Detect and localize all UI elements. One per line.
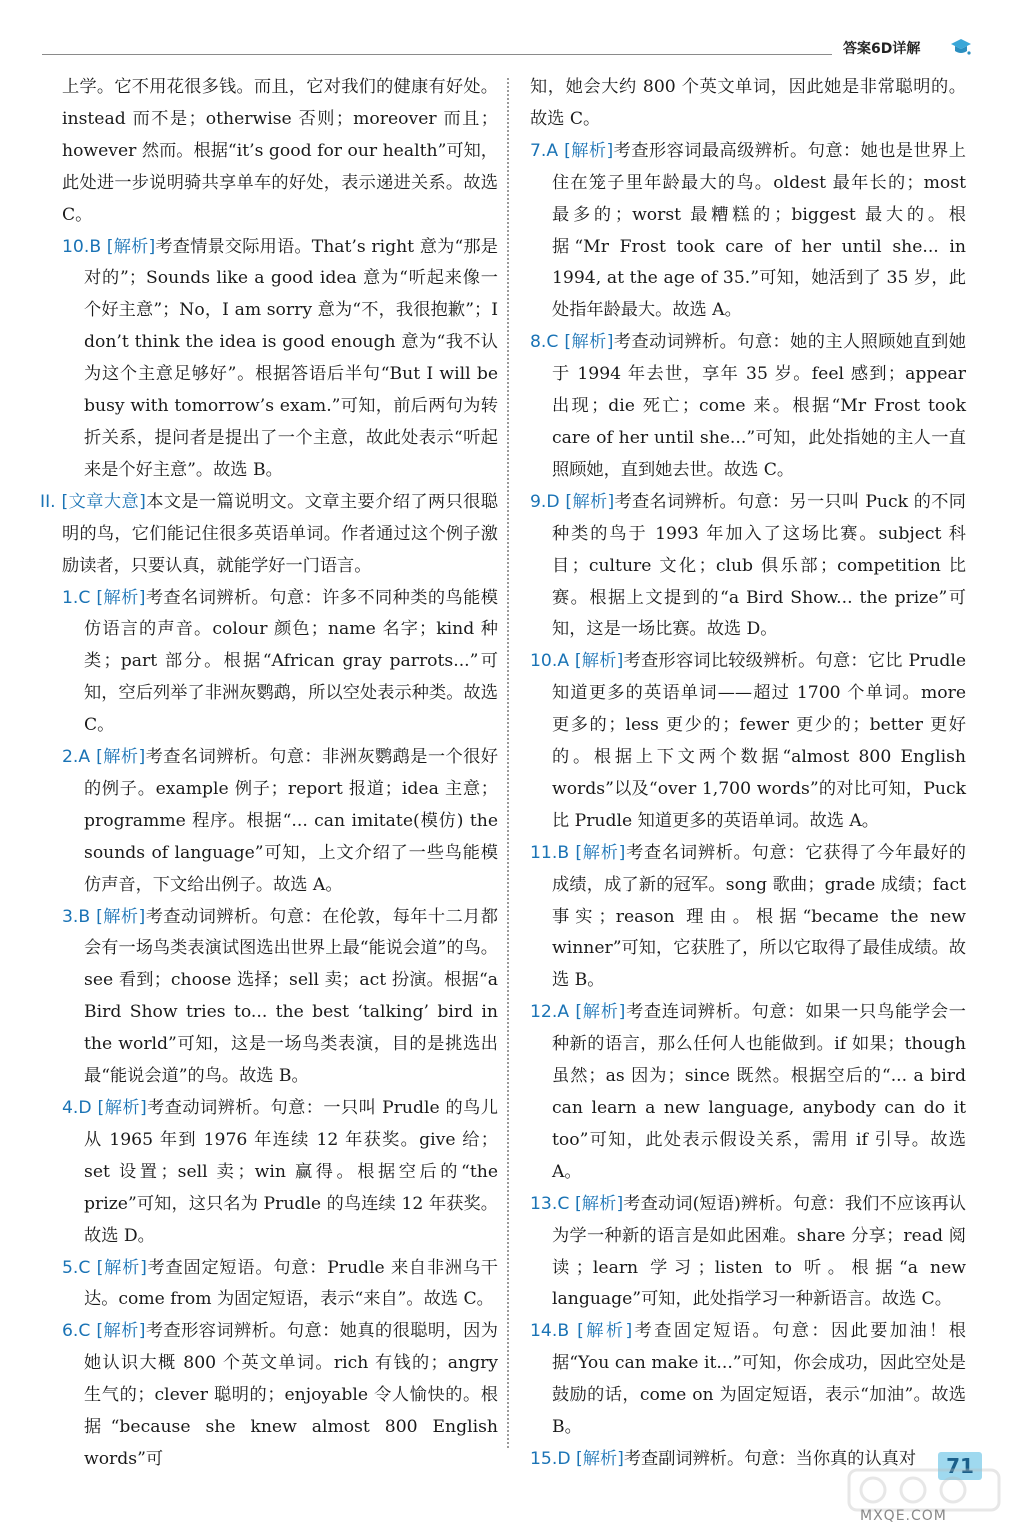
item-tag: [文章大意] [61, 491, 146, 512]
item-tag: [解析] [96, 747, 146, 768]
answer-item [62, 1253, 498, 1317]
item-tag: [解析] [96, 1321, 146, 1342]
item-text: 考查名词辨析。句意：另一只叫 Puck 的不同种类的鸟于 1993 年加入了这场比赛。subject 科目；culture 文化；club 俱乐部；competition 比赛。根据上文提到的“a Bird Show... the prize”可知，这是一场比赛。故选 D。 [552, 491, 966, 640]
answer-item [530, 72, 966, 136]
item-tag: [解析] [576, 1448, 624, 1469]
item-tag: [解析] [565, 491, 615, 512]
item-text: 考查动词辨析。句意：在伦敦，每年十二月都会有一场鸟类表演试图选出世界上最“能说会道”的鸟。see 看到；choose 选择；sell 卖；act 扮演。根据“a Bird Show tries to... the best ‘talking’ bird in the world”可知，这是一场鸟类表演，目的是挑选出最“能说会道”的鸟。故选 B。 [84, 906, 498, 1087]
item-text: 考查动词辨析。句意：她的主人照顾她直到她于 1994 年去世，享年 35 岁。feel 感到；appear 出现；die 死亡；come 来。根据“Mr Frost took care of her until she...”可知，此处指她的主人一直照顾她，直到她去世。故选 C。 [552, 332, 966, 480]
item-text: 知，她会大约 800 个英文单词，因此她是非常聪明的。故选 C。 [530, 77, 966, 129]
item-text: 考查名词辨析。句意：许多不同种类的鸟能模仿语言的声音。colour 颜色；name 名字；kind 种类；part 部分。根据“African gray parrots...”可知，空后列举了非洲灰鹦鹉，所以空处表示种类。故选 C。 [84, 587, 498, 736]
answer-item [530, 997, 966, 1188]
item-text: 上学。它不用花很多钱。而且，它对我们的健康有好处。instead 而不是；otherwise 否则；moreover 而且；however 然而。根据“it’s good for our health”可知，此处进一步说明骑共享单车的好处，表示递进关系。故选 C。 [62, 77, 498, 225]
item-text: 本文是一篇说明文。文章主要介绍了两只很聪明的鸟，它们能记住很多英语单词。作者通过这个例子激励读者，只要认真，就能学好一门语言。 [62, 491, 498, 576]
answer-item [530, 1189, 966, 1317]
watermark-text: MXQE.COM [860, 1508, 947, 1524]
item-tag: [解析] [564, 332, 614, 353]
item-text: 考查形容词辨析。句意：她真的很聪明，因为她认识大概 800 个英文单词。rich 有钱的；angry 生气的；clever 聪明的；enjoyable 令人愉快的。根据“because she knew almost 800 English words”可 [84, 1321, 498, 1469]
item-tag: [解析] [574, 651, 624, 672]
item-text: 考查动词辨析。句意：一只叫 Prudle 的鸟儿从 1965 年到 1976 年连续 12 年获奖。give 给；set 设置；sell 卖；win 赢得。根据空后的“the prize”可知，这只名为 Prudle 的鸟连续 12 年获奖。故选 D。 [84, 1098, 498, 1246]
page-number: 71 [938, 1452, 982, 1480]
item-text: 考查情景交际用语。That’s right 意为“那是对的”；Sounds like a good idea 意为“听起来像一个好主意”；No，I am sorry 意为“不，我很抱歉”；I don’t think the idea is good enough 意为“我不认为这个主意足够好”。根据答语后半句“But I will be busy with tomorrow’s exam.”可知，前后两句为转折关系，提问者是提出了一个主意，故此处表示“听起来是个好主意”。故选 B。 [84, 236, 498, 480]
item-text: 考查形容词最高级辨析。句意：她也是世界上住在笼子里年龄最大的鸟。oldest 最年长的；most 最多的；worst 最糟糕的；biggest 最大的。根据“Mr Frost took care of her until she... in 1994, at the age of 35.”可知，她活到了 35 岁，此处指年龄最大。故选 A。 [552, 140, 966, 321]
column-divider [507, 78, 509, 1448]
right-column [530, 72, 966, 1476]
item-number: 13.C [530, 1193, 570, 1214]
item-number: 14.B [530, 1321, 570, 1342]
answer-item [530, 646, 966, 837]
item-text: 考查连词辨析。句意：如果一只鸟能学会一种新的语言，那么任何人也能做到。if 如果；though 虽然；as 因为；since 既然。根据空后的“... a bird can learn a new language, anybody can do it too”可知，此处表示假设关系，需用 if 引导。故选 A。 [552, 1002, 966, 1182]
item-tag: [解析] [574, 1193, 624, 1214]
item-number: 2.A [62, 747, 91, 768]
answer-item [62, 72, 498, 232]
item-tag: [解析] [564, 140, 614, 161]
item-number: 8.C [530, 332, 559, 353]
answer-item [530, 1316, 966, 1444]
item-tag: [解析] [575, 842, 626, 863]
answer-item [62, 583, 498, 743]
item-text: 考查名词辨析。句意：非洲灰鹦鹉是一个很好的例子。example 例子；report 报道；idea 主意；programme 程序。根据“... can imitate(模仿) the sounds of language”可知，上文介绍了一些鸟能模仿声音，下文给出例子。故选 A。 [84, 747, 498, 895]
item-number: 6.C [62, 1321, 91, 1342]
item-number: 7.A [530, 140, 559, 161]
item-tag: [解析] [575, 1002, 626, 1023]
answer-item [62, 742, 498, 902]
item-tag: [解析] [577, 1321, 633, 1342]
left-column [40, 72, 498, 1476]
item-tag: [解析] [96, 587, 146, 608]
item-tag: [解析] [96, 1257, 147, 1278]
item-text: 考查形容词比较级辨析。句意：它比 Prudle 知道更多的英语单词——超过 1700 个单词。more 更多的；less 更少的；fewer 更少的；better 更好的。根据上下文两个数据“almost 800 English words”以及“over 1,700 words”的对比可知，Puck 比 Prudle 知道更多的英语单词。故选 A。 [552, 651, 966, 831]
answer-item [530, 487, 966, 647]
answer-item [62, 1093, 498, 1253]
item-number: 12.A [530, 1002, 570, 1023]
answer-item [530, 838, 966, 998]
item-text: 考查名词辨析。句意：它获得了今年最好的成绩，成了新的冠军。song 歌曲；grade 成绩；fact 事实；reason 理由。根据“became the new winner”可知，它获胜了，所以它取得了最佳成绩。故选 B。 [552, 842, 966, 991]
answer-item [62, 1316, 498, 1476]
answer-item [530, 136, 966, 327]
item-number: 10.A [530, 651, 570, 672]
item-tag: [解析] [106, 236, 156, 257]
item-number: 9.D [530, 491, 560, 512]
answer-item [62, 232, 498, 487]
item-number: 3.B [62, 906, 91, 927]
answer-item [40, 487, 498, 583]
item-number: 11.B [530, 842, 570, 863]
item-number: 5.C [62, 1257, 91, 1278]
item-number: 10.B [62, 236, 102, 257]
item-tag: [解析] [96, 906, 146, 927]
item-text: 考查固定短语。句意：因此要加油！根据“You can make it...”可知，你会成功，因此空处是鼓励的话，come on 为固定短语，表示“加油”。故选 B。 [552, 1321, 966, 1438]
item-number: 4.D [62, 1098, 92, 1118]
answer-item [530, 327, 966, 487]
item-number: II. [40, 491, 56, 512]
item-text: 考查副词辨析。句意：当你真的认真对 [623, 1448, 917, 1469]
item-tag: [解析] [97, 1098, 147, 1118]
header-rule [42, 54, 832, 55]
answer-item [62, 902, 498, 1093]
item-text: 考查固定短语。句意：Prudle 来自非洲乌干达。come from 为固定短语，表示“来自”。故选 C。 [84, 1257, 498, 1310]
header-brand: 答案6D详解 [843, 41, 921, 57]
item-text: 考查动词(短语)辨析。句意：我们不应该再认为学一种新的语言是如此困难。share 分享；read 阅读；learn 学习；listen to 听。根据“a new language”可知，此处指学习一种新语言。故选 C。 [552, 1193, 966, 1310]
mortarboard-icon [950, 36, 972, 58]
item-number: 1.C [62, 587, 91, 608]
item-number: 15.D [530, 1448, 571, 1469]
